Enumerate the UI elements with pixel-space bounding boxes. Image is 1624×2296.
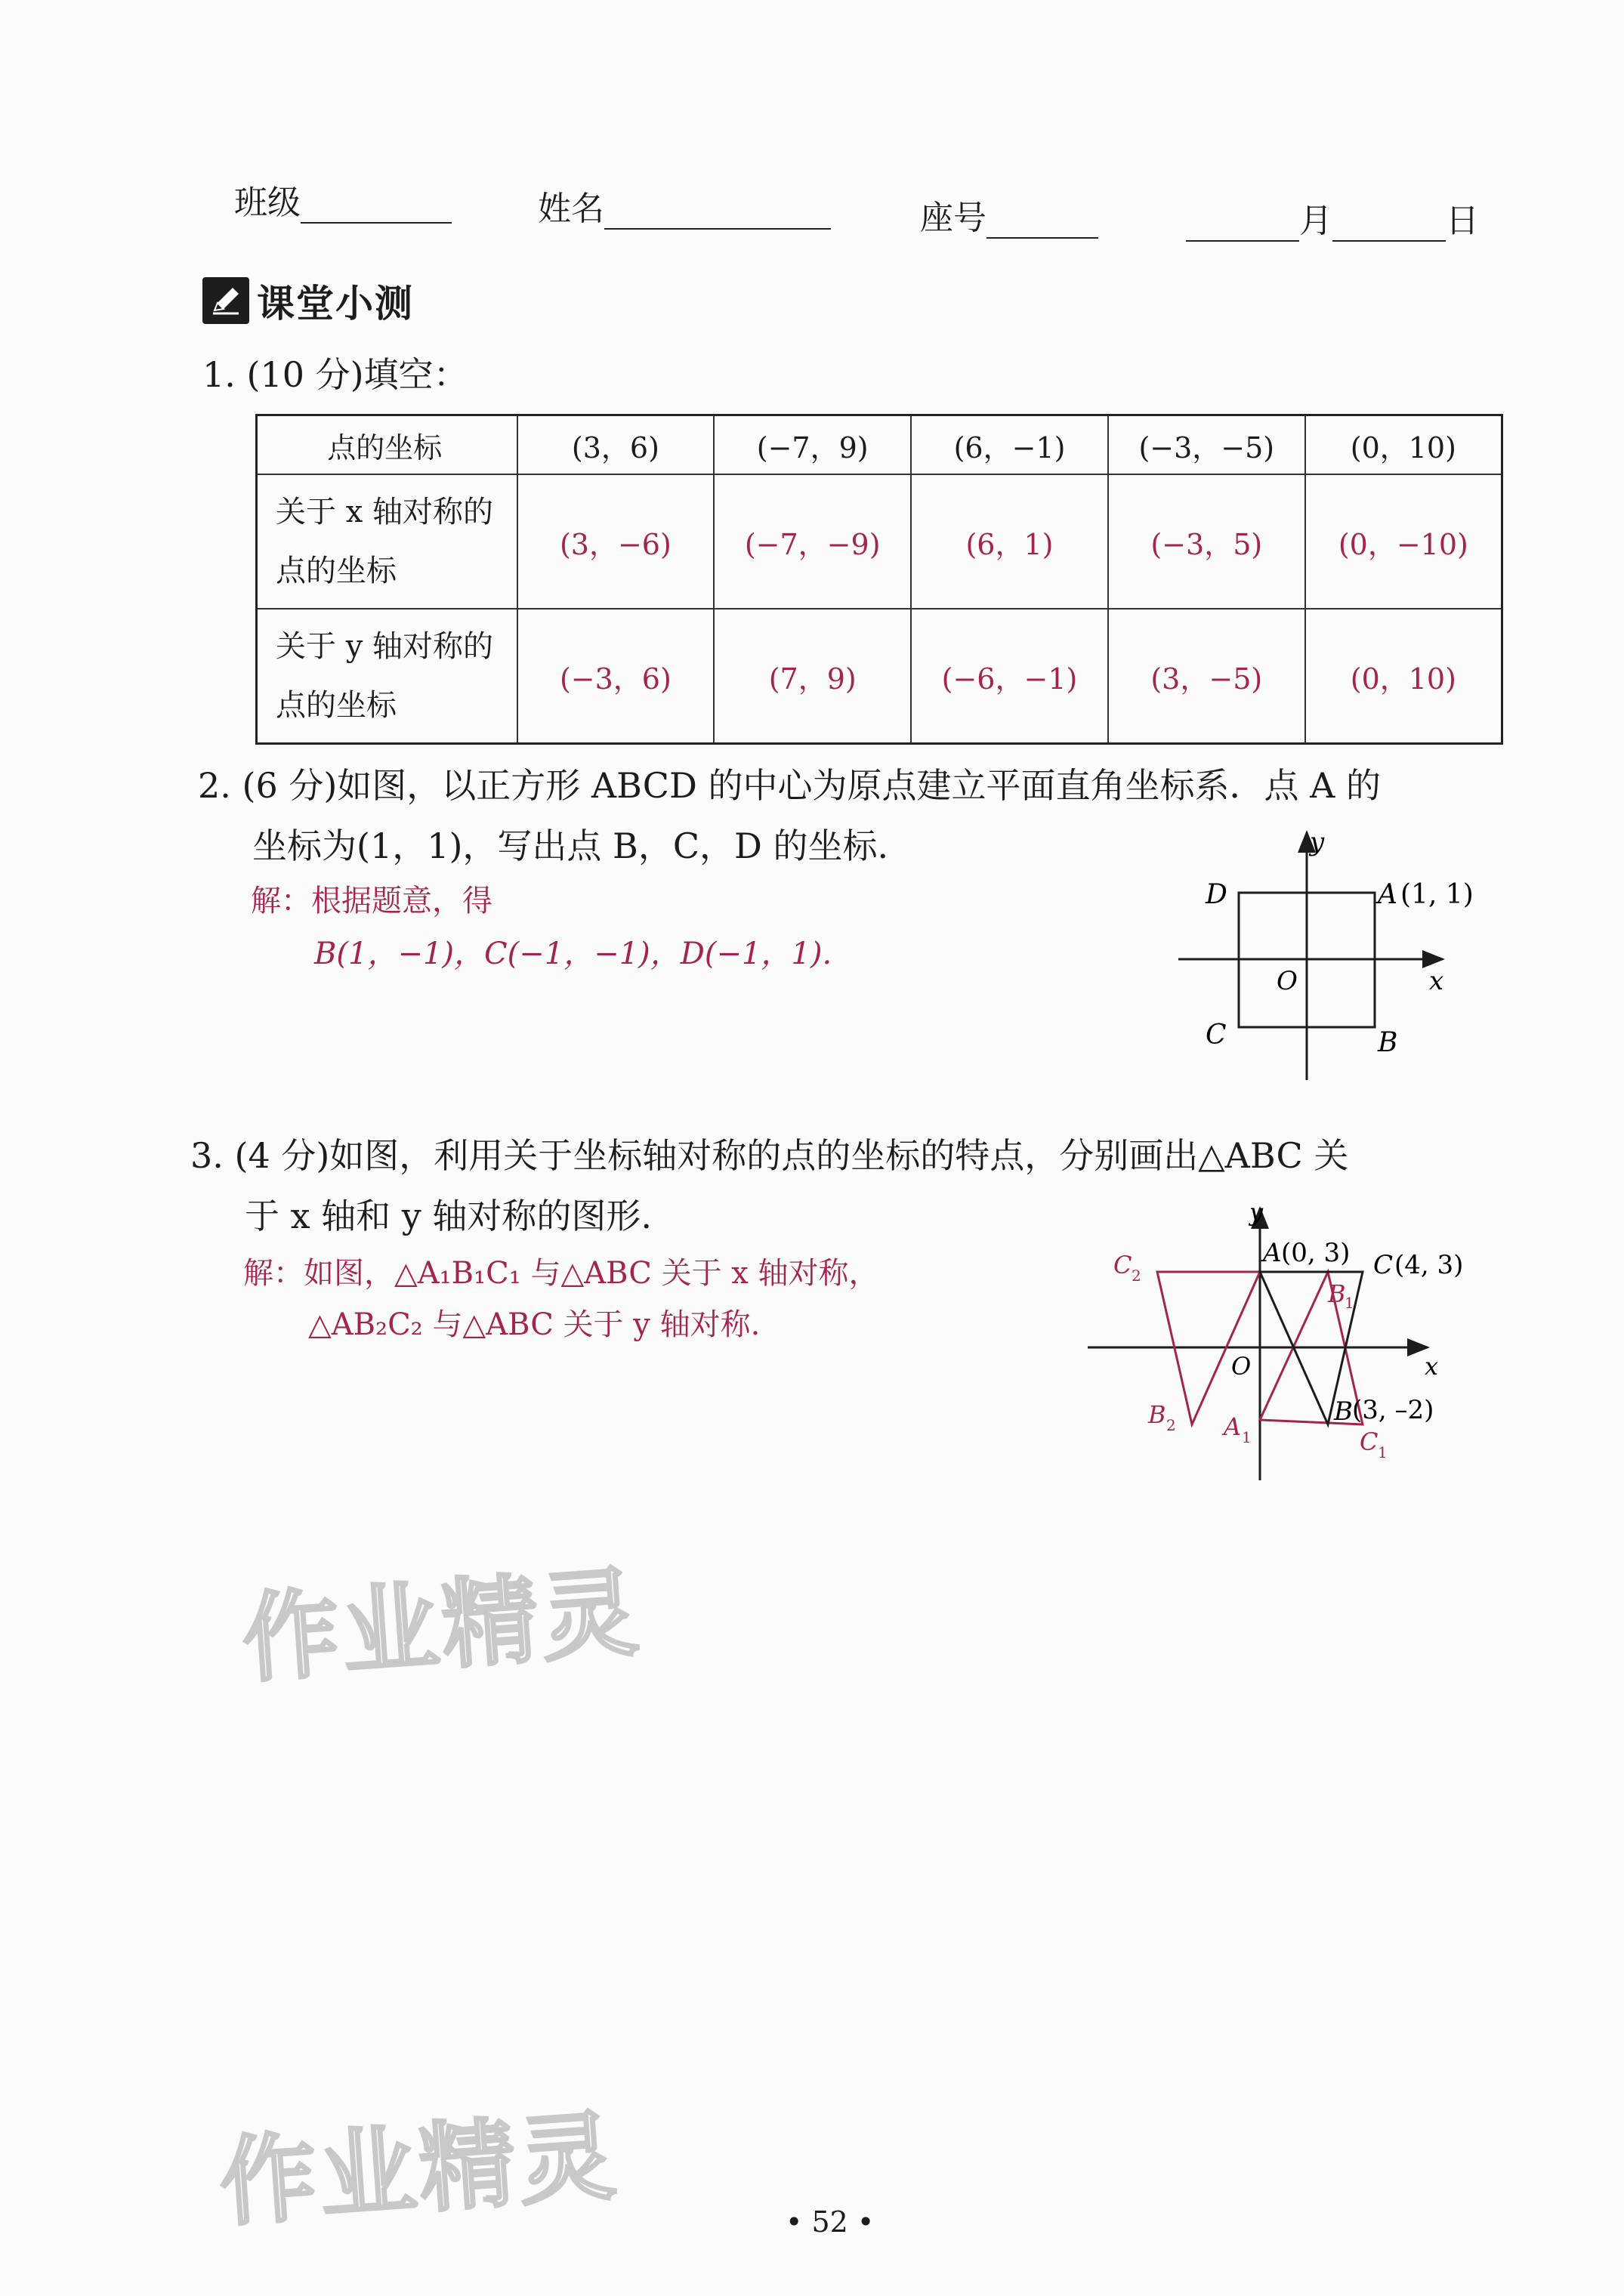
header-line	[234, 175, 452, 224]
point-c1-label: C	[1360, 1427, 1379, 1456]
point-cell: (−7，9)	[714, 415, 911, 475]
q2-answer-label: 解：根据题意，得	[251, 884, 492, 918]
point-a-coord: (0, 3)	[1281, 1238, 1351, 1268]
answer-cell[interactable]: (6，1)	[911, 474, 1108, 609]
point-cell: (−3，−5)	[1108, 415, 1305, 475]
q2-number: 2.	[198, 765, 231, 806]
point-b-label: B	[1378, 1027, 1398, 1058]
point-c2-label: C	[1113, 1251, 1132, 1279]
watermark: 作业精灵	[239, 1556, 645, 1697]
q2-answer	[251, 875, 832, 980]
class-label: 班级	[234, 184, 301, 222]
table-row	[257, 609, 1502, 744]
section-title-text: 课堂小测	[257, 282, 414, 326]
q3-answer	[243, 1248, 879, 1350]
name-group	[538, 181, 831, 230]
point-c1-sub: 1	[1378, 1443, 1388, 1461]
q3-number: 3.	[190, 1135, 224, 1176]
origin-label: O	[1277, 966, 1298, 996]
point-cell: (6，−1)	[911, 415, 1108, 475]
watermark: 作业精灵	[216, 2100, 622, 2241]
answer-cell[interactable]: (−3，5)	[1108, 474, 1305, 609]
point-cell: (3，6)	[517, 415, 715, 475]
day-label: 日	[1446, 202, 1479, 240]
answer-cell[interactable]: (0，−10)	[1305, 474, 1502, 609]
x-axis-label: x	[1425, 1352, 1439, 1381]
point-b2-sub: 2	[1166, 1416, 1176, 1434]
seat-group	[920, 190, 1098, 239]
date-group	[1186, 193, 1479, 242]
point-b-label: B	[1334, 1396, 1353, 1427]
seat-label: 座号	[920, 199, 986, 237]
pencil-icon	[202, 277, 249, 324]
month-blank[interactable]	[1186, 210, 1299, 242]
answer-cell[interactable]: (−6，−1)	[911, 609, 1108, 744]
point-a-label: A	[1378, 879, 1397, 910]
origin-label: O	[1231, 1352, 1252, 1381]
name-blank[interactable]	[604, 198, 831, 230]
seat-blank[interactable]	[986, 207, 1098, 239]
month-label: 月	[1299, 202, 1332, 240]
point-a1-sub: 1	[1242, 1428, 1252, 1446]
point-b-coord: (3, –2)	[1352, 1395, 1434, 1425]
q2-figure	[1163, 823, 1511, 1088]
point-c-coord: (4, 3)	[1394, 1250, 1464, 1280]
point-c-label: C	[1373, 1250, 1394, 1280]
q3-line1: (4 分)如图，利用关于坐标轴对称的点的坐标的特点，分别画出△ABC 关	[234, 1135, 1349, 1176]
point-c2-sub: 2	[1132, 1267, 1141, 1285]
x-axis-label: x	[1429, 966, 1444, 996]
q1-prompt: (10 分)填空：	[246, 354, 468, 395]
row-header: 点的坐标	[257, 415, 517, 475]
point-d-label: D	[1206, 879, 1227, 910]
answer-cell[interactable]: (7，9)	[714, 609, 911, 744]
answer-cell[interactable]: (3，−6)	[517, 474, 715, 609]
point-cell: (0，10)	[1305, 415, 1502, 475]
coordinate-table	[255, 414, 1503, 745]
answer-cell[interactable]: (−3，6)	[517, 609, 715, 744]
day-blank[interactable]	[1332, 210, 1446, 242]
q2-line2: 坐标为(1，1)，写出点 B，C，D 的坐标.	[252, 826, 889, 866]
row-header: 关于 x 轴对称的点的坐标	[257, 474, 517, 609]
row-header: 关于 y 轴对称的点的坐标	[257, 609, 517, 744]
answer-cell[interactable]: (3，−5)	[1108, 609, 1305, 744]
q3-line2: 于 x 轴和 y 轴对称的图形.	[245, 1196, 653, 1236]
table-row	[257, 415, 1502, 475]
q3-answer-line2: △AB₂C₂ 与△ABC 关于 y 轴对称.	[308, 1307, 761, 1342]
q1-number: 1.	[202, 354, 236, 395]
name-label: 姓名	[538, 190, 604, 228]
point-a-label: A	[1263, 1238, 1282, 1268]
point-c-label: C	[1206, 1020, 1227, 1051]
q1-text	[202, 344, 468, 405]
point-b1-label: B	[1328, 1279, 1346, 1308]
section-title	[202, 273, 414, 328]
point-b2-label: B	[1148, 1400, 1166, 1429]
table-row	[257, 474, 1502, 609]
q2-line1: (6 分)如图，以正方形 ABCD 的中心为原点建立平面直角坐标系．点 A 的	[242, 765, 1381, 806]
y-axis-label: y	[1249, 1198, 1264, 1227]
point-a1-label: A	[1224, 1412, 1242, 1441]
class-blank[interactable]	[301, 192, 452, 224]
q3-answer-line1: 解：如图，△A₁B₁C₁ 与△ABC 关于 x 轴对称，	[243, 1256, 879, 1291]
page-number: • 52 •	[786, 2205, 875, 2239]
point-a-coord: (1, 1)	[1400, 879, 1474, 910]
y-axis-label: y	[1310, 827, 1325, 857]
answer-cell[interactable]: (0，10)	[1305, 609, 1502, 744]
q3-figure	[1088, 1193, 1511, 1488]
q2-answer-text: B(1，−1)，C(−1，−1)，D(−1，1).	[314, 937, 832, 971]
answer-cell[interactable]: (−7，−9)	[714, 474, 911, 609]
point-b1-sub: 1	[1345, 1294, 1354, 1312]
